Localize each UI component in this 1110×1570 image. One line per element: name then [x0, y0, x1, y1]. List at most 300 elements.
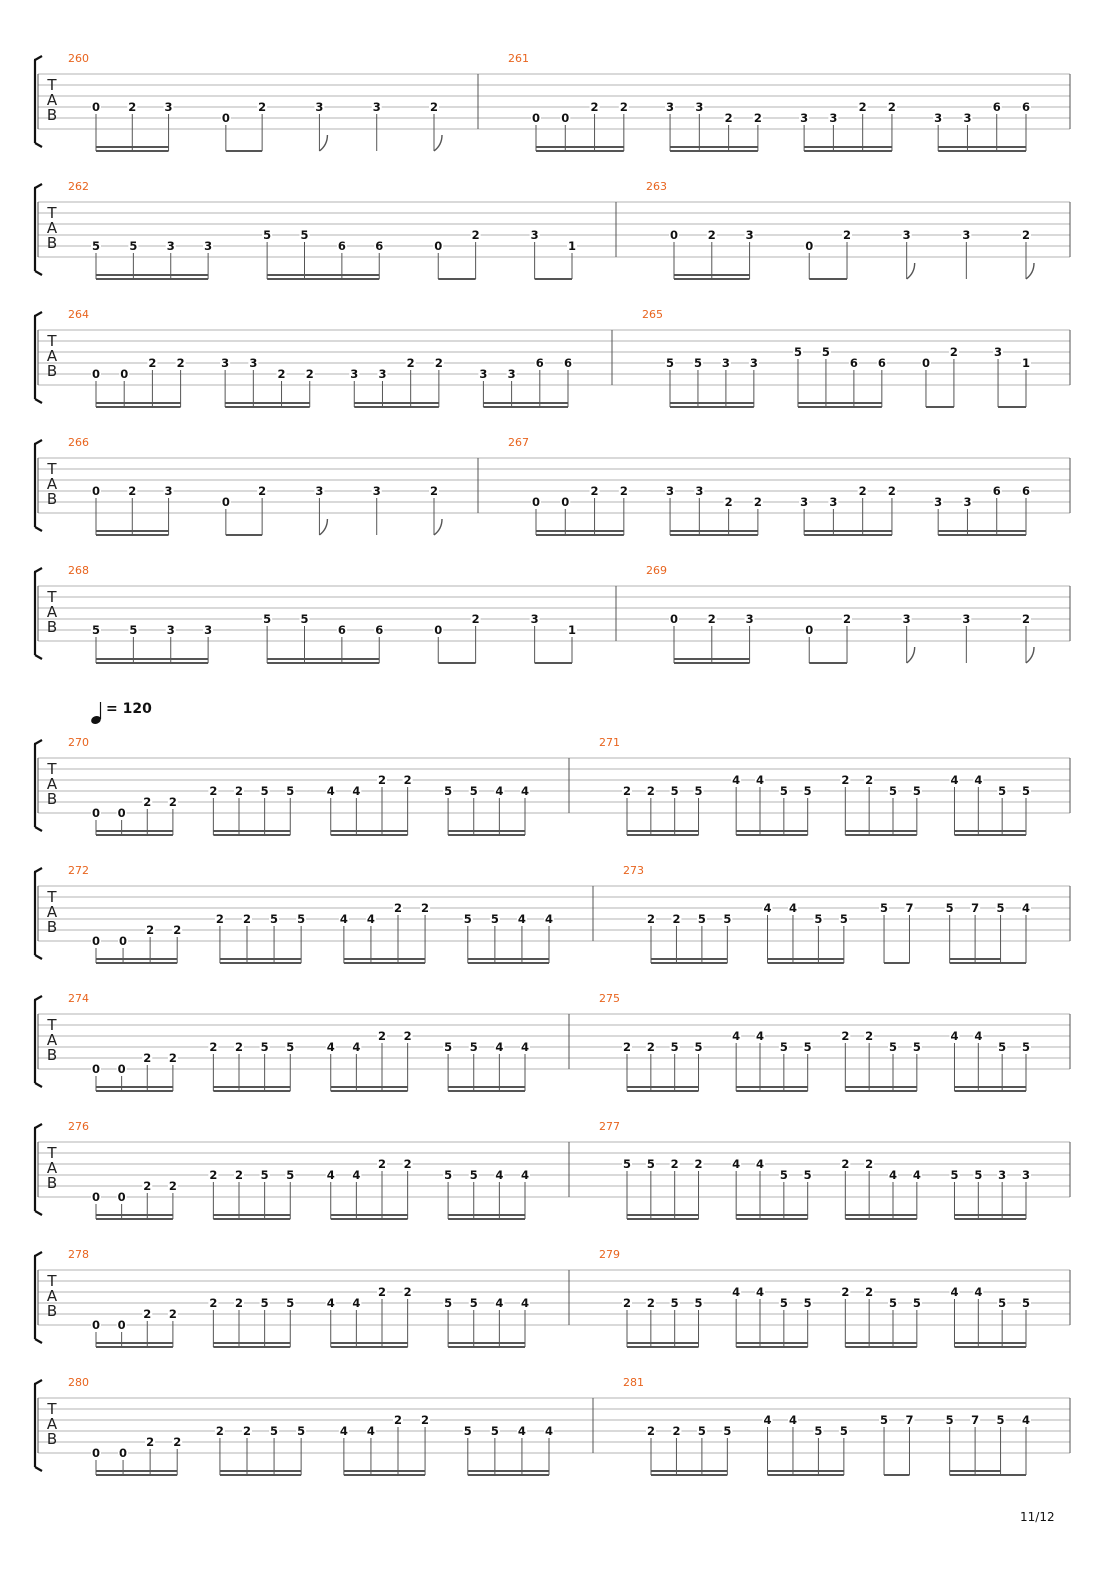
tab-clef-letter: A [46, 1415, 58, 1433]
fret-number: 2 [724, 495, 733, 509]
fret-number: 3 [378, 367, 387, 381]
note-flag [1026, 263, 1034, 279]
fret-number: 2 [143, 1051, 152, 1065]
fret-number: 2 [377, 1285, 387, 1299]
system-bracket-top [35, 56, 42, 60]
fret-number: 4 [544, 912, 554, 926]
measure-number: 261 [508, 52, 529, 65]
fret-number: 2 [234, 784, 244, 798]
measure-number: 263 [646, 180, 667, 193]
tab-clef-letter: B [46, 106, 58, 124]
fret-number: 3 [166, 623, 175, 637]
fret-number: 2 [234, 1040, 244, 1054]
fret-number: 5 [129, 623, 138, 637]
fret-number: 6 [992, 100, 1001, 114]
fret-number: 2 [865, 1029, 874, 1043]
tab-clef-letter: T [47, 1016, 57, 1034]
fret-number: 2 [242, 912, 252, 926]
measure-number: 266 [68, 436, 89, 449]
fret-number: 2 [403, 1157, 412, 1171]
fret-number: 5 [996, 1413, 1005, 1427]
fret-number: 3 [221, 356, 230, 370]
fret-number: 5 [270, 912, 279, 926]
fret-number: 5 [697, 1424, 706, 1438]
measure-number: 275 [599, 992, 620, 1005]
tab-clef-letter: B [46, 1046, 58, 1064]
fret-number: 3 [829, 111, 838, 125]
fret-number: 4 [544, 1424, 554, 1438]
fret-number: 3 [666, 484, 675, 498]
tab-clef-letter: T [47, 1144, 57, 1162]
tab-clef-letter: T [47, 760, 57, 778]
note-flag [319, 135, 327, 151]
fret-number: 2 [168, 1307, 177, 1321]
fret-number: 2 [887, 100, 896, 114]
tab-clef-letter: A [46, 219, 58, 237]
tab-clef-letter: A [46, 903, 58, 921]
fret-number: 0 [91, 100, 101, 114]
fret-number: 3 [745, 612, 754, 626]
note-flag [434, 519, 442, 535]
fret-number: 5 [998, 1296, 1007, 1310]
fret-number: 3 [1021, 1168, 1031, 1182]
fret-number: 5 [622, 1157, 632, 1171]
fret-number: 3 [479, 367, 488, 381]
fret-number: 2 [646, 912, 656, 926]
measure-number: 280 [68, 1376, 89, 1389]
fret-number: 4 [326, 1168, 335, 1182]
fret-number: 2 [707, 612, 716, 626]
fret-number: 3 [249, 356, 258, 370]
fret-number: 2 [724, 111, 733, 125]
fret-number: 2 [146, 923, 155, 937]
fret-number: 3 [166, 239, 175, 253]
fret-number: 5 [998, 784, 1007, 798]
fret-number: 4 [732, 773, 741, 787]
tab-clef-letter: A [46, 347, 58, 365]
fret-number: 4 [755, 1285, 765, 1299]
fret-number: 5 [463, 1424, 472, 1438]
fret-number: 2 [173, 1435, 182, 1449]
fret-number: 1 [1021, 356, 1031, 370]
fret-number: 2 [377, 1029, 387, 1043]
fret-number: 2 [1021, 612, 1031, 626]
fret-number: 0 [434, 239, 443, 253]
fret-number: 4 [326, 1296, 335, 1310]
tempo-marking: = 120 [106, 701, 152, 717]
system-bracket-top [35, 868, 42, 872]
fret-number: 4 [352, 784, 361, 798]
measure-number: 267 [508, 436, 529, 449]
fret-number: 2 [753, 111, 762, 125]
fret-number: 3 [962, 228, 971, 242]
fret-number: 4 [888, 1168, 898, 1182]
fret-number: 5 [803, 1296, 812, 1310]
fret-number: 3 [372, 100, 381, 114]
fret-number: 5 [286, 1040, 295, 1054]
fret-number: 4 [912, 1168, 921, 1182]
fret-number: 4 [950, 773, 959, 787]
fret-number: 5 [697, 912, 706, 926]
fret-number: 0 [221, 111, 230, 125]
system-bracket-top [35, 568, 42, 572]
fret-number: 5 [260, 1168, 269, 1182]
fret-number: 5 [693, 356, 702, 370]
fret-number: 5 [1021, 1296, 1031, 1310]
fret-number: 4 [352, 1296, 361, 1310]
fret-number: 2 [215, 912, 224, 926]
tab-clef-letter: B [46, 1302, 58, 1320]
tab-clef-letter: A [46, 1287, 58, 1305]
fret-number: 0 [91, 1190, 101, 1204]
fret-number: 4 [755, 1029, 765, 1043]
tab-clef-letter: T [47, 1400, 57, 1418]
fret-number: 3 [902, 612, 911, 626]
fret-number: 0 [91, 1446, 101, 1460]
fret-number: 5 [670, 1296, 679, 1310]
note-flag [907, 647, 915, 663]
fret-number: 2 [590, 484, 599, 498]
fret-number: 5 [670, 1040, 679, 1054]
fret-number: 0 [669, 612, 679, 626]
fret-number: 5 [779, 784, 788, 798]
fret-number: 5 [665, 356, 675, 370]
fret-number: 0 [91, 367, 101, 381]
measure-number: 262 [68, 180, 89, 193]
fret-number: 3 [315, 100, 324, 114]
fret-number: 5 [779, 1040, 788, 1054]
fret-number: 5 [286, 1168, 295, 1182]
measure-number: 281 [623, 1376, 644, 1389]
fret-number: 0 [805, 239, 814, 253]
fret-number: 4 [520, 1168, 530, 1182]
fret-number: 2 [146, 1435, 155, 1449]
fret-number: 2 [858, 484, 867, 498]
note-flag [319, 519, 327, 535]
fret-number: 5 [300, 228, 309, 242]
page-number: 11/12 [1020, 1510, 1055, 1524]
fret-number: 0 [117, 1318, 126, 1332]
fret-number: 5 [286, 784, 295, 798]
fret-number: 3 [829, 495, 838, 509]
fret-number: 0 [805, 623, 814, 637]
fret-number: 5 [950, 1168, 959, 1182]
fret-number: 3 [372, 484, 381, 498]
fret-number: 4 [974, 773, 983, 787]
fret-number: 2 [590, 100, 599, 114]
fret-number: 5 [998, 1040, 1007, 1054]
fret-number: 1 [567, 623, 577, 637]
fret-number: 4 [950, 1029, 959, 1043]
fret-number: 5 [670, 784, 679, 798]
tab-clef-letter: T [47, 1272, 57, 1290]
system-bracket-top [35, 740, 42, 744]
tab-clef-letter: T [47, 888, 57, 906]
fret-number: 2 [865, 1285, 874, 1299]
fret-number: 4 [326, 1040, 335, 1054]
fret-number: 2 [128, 100, 137, 114]
fret-number: 4 [520, 1296, 530, 1310]
fret-number: 6 [877, 356, 886, 370]
fret-number: 5 [793, 345, 802, 359]
fret-number: 3 [666, 100, 675, 114]
fret-number: 5 [694, 1296, 703, 1310]
fret-number: 2 [143, 1179, 152, 1193]
fret-number: 6 [992, 484, 1001, 498]
fret-number: 3 [962, 612, 971, 626]
tab-clef-letter: A [46, 475, 58, 493]
measure-number: 271 [599, 736, 620, 749]
fret-number: 5 [723, 912, 732, 926]
fret-number: 4 [326, 784, 335, 798]
fret-number: 0 [91, 934, 101, 948]
fret-number: 5 [996, 901, 1005, 915]
fret-number: 5 [469, 1296, 478, 1310]
fret-number: 4 [732, 1029, 741, 1043]
fret-number: 2 [403, 773, 412, 787]
fret-number: 5 [880, 1413, 889, 1427]
fret-number: 5 [260, 784, 269, 798]
fret-number: 3 [530, 228, 539, 242]
fret-number: 2 [393, 901, 403, 915]
fret-number: 5 [91, 623, 101, 637]
fret-number: 6 [375, 623, 384, 637]
fret-number: 3 [164, 100, 173, 114]
fret-number: 2 [670, 1157, 679, 1171]
fret-number: 5 [646, 1157, 655, 1171]
fret-number: 2 [403, 1285, 412, 1299]
fret-number: 0 [119, 1446, 128, 1460]
tab-clef-letter: A [46, 775, 58, 793]
fret-number: 4 [517, 912, 526, 926]
fret-number: 5 [814, 912, 823, 926]
fret-number: 7 [971, 1413, 980, 1427]
fret-number: 2 [646, 1296, 655, 1310]
fret-number: 3 [164, 484, 173, 498]
fret-number: 3 [800, 111, 809, 125]
tab-clef-letter: B [46, 790, 58, 808]
fret-number: 3 [902, 228, 911, 242]
fret-number: 5 [129, 239, 138, 253]
fret-number: 0 [117, 806, 126, 820]
fret-number: 3 [745, 228, 754, 242]
fret-number: 4 [974, 1285, 983, 1299]
fret-number: 6 [375, 239, 384, 253]
fret-number: 4 [339, 1424, 348, 1438]
fret-number: 3 [507, 367, 516, 381]
note-flag [1026, 647, 1034, 663]
fret-number: 4 [788, 901, 797, 915]
fret-number: 2 [143, 1307, 152, 1321]
fret-number: 4 [755, 773, 765, 787]
fret-number: 4 [1021, 1413, 1031, 1427]
fret-number: 0 [561, 111, 570, 125]
fret-number: 5 [1021, 784, 1031, 798]
fret-number: 2 [841, 1285, 850, 1299]
tab-clef-letter: A [46, 603, 58, 621]
fret-number: 7 [905, 1413, 914, 1427]
tab-clef-letter: T [47, 332, 57, 350]
fret-number: 2 [215, 1424, 224, 1438]
fret-number: 4 [788, 1413, 797, 1427]
fret-number: 2 [471, 612, 480, 626]
tab-clef-letter: T [47, 204, 57, 222]
fret-number: 6 [849, 356, 858, 370]
fret-number: 5 [444, 784, 453, 798]
fret-number: 2 [393, 1413, 403, 1427]
fret-number: 0 [91, 1318, 101, 1332]
fret-number: 2 [471, 228, 480, 242]
fret-number: 5 [297, 912, 306, 926]
measure-number: 273 [623, 864, 644, 877]
fret-number: 3 [963, 495, 972, 509]
fret-number: 0 [91, 806, 101, 820]
fret-number: 0 [434, 623, 443, 637]
fret-number: 6 [337, 623, 346, 637]
system-bracket-top [35, 1124, 42, 1128]
measure-number: 278 [68, 1248, 89, 1261]
fret-number: 2 [429, 484, 439, 498]
fret-number: 4 [974, 1029, 983, 1043]
fret-number: 4 [520, 784, 530, 798]
fret-number: 3 [721, 356, 730, 370]
system-bracket-top [35, 1252, 42, 1256]
fret-number: 2 [646, 784, 655, 798]
fret-number: 0 [221, 495, 230, 509]
tab-clef-letter: T [47, 588, 57, 606]
fret-number: 2 [1021, 228, 1031, 242]
fret-number: 3 [204, 623, 213, 637]
fret-number: 2 [242, 1424, 252, 1438]
fret-number: 2 [234, 1168, 244, 1182]
fret-number: 5 [490, 1424, 499, 1438]
fret-number: 2 [377, 773, 387, 787]
fret-number: 5 [297, 1424, 306, 1438]
fret-number: 2 [753, 495, 762, 509]
fret-number: 2 [865, 773, 874, 787]
fret-number: 0 [119, 934, 128, 948]
fret-number: 4 [495, 1040, 504, 1054]
fret-number: 7 [971, 901, 980, 915]
measure-number: 279 [599, 1248, 620, 1261]
fret-number: 6 [535, 356, 544, 370]
tab-clef-letter: A [46, 1159, 58, 1177]
fret-number: 4 [495, 1168, 504, 1182]
fret-number: 2 [672, 1424, 681, 1438]
fret-number: 3 [934, 111, 943, 125]
fret-number: 3 [315, 484, 324, 498]
fret-number: 5 [839, 1424, 848, 1438]
fret-number: 0 [531, 111, 541, 125]
fret-number: 2 [305, 367, 314, 381]
fret-number: 5 [888, 1296, 898, 1310]
tab-clef-letter: B [46, 1430, 58, 1448]
tab-clef-letter: B [46, 1174, 58, 1192]
fret-number: 2 [128, 484, 137, 498]
fret-number: 5 [444, 1168, 453, 1182]
fret-number: 2 [694, 1157, 703, 1171]
tab-clef-letter: B [46, 618, 58, 636]
fret-number: 2 [646, 1040, 655, 1054]
fret-number: 0 [117, 1190, 126, 1204]
system-bracket-top [35, 440, 42, 444]
fret-number: 2 [421, 1413, 430, 1427]
fret-number: 6 [1021, 100, 1031, 114]
fret-number: 5 [945, 901, 954, 915]
tab-clef-letter: B [46, 234, 58, 252]
fret-number: 5 [912, 1040, 921, 1054]
fret-number: 2 [887, 484, 896, 498]
fret-number: 4 [495, 784, 504, 798]
tab-clef-letter: T [47, 76, 57, 94]
fret-number: 4 [763, 901, 772, 915]
fret-number: 5 [694, 784, 703, 798]
fret-number: 6 [563, 356, 573, 370]
fret-number: 2 [429, 100, 439, 114]
fret-number: 5 [779, 1168, 788, 1182]
fret-number: 3 [934, 495, 943, 509]
fret-number: 2 [622, 1040, 632, 1054]
fret-number: 5 [888, 1040, 898, 1054]
fret-number: 2 [421, 901, 430, 915]
fret-number: 4 [755, 1157, 765, 1171]
fret-number: 4 [495, 1296, 504, 1310]
fret-number: 4 [352, 1168, 361, 1182]
fret-number: 5 [263, 612, 272, 626]
fret-number: 2 [209, 784, 218, 798]
fret-number: 5 [286, 1296, 295, 1310]
fret-number: 2 [949, 345, 958, 359]
fret-number: 2 [209, 1168, 218, 1182]
fret-number: 6 [337, 239, 346, 253]
fret-number: 4 [520, 1040, 530, 1054]
fret-number: 3 [998, 1168, 1007, 1182]
measure-number: 274 [68, 992, 89, 1005]
system-bracket-top [35, 1380, 42, 1384]
fret-number: 5 [469, 1168, 478, 1182]
fret-number: 3 [800, 495, 809, 509]
fret-number: 0 [561, 495, 570, 509]
measure-number: 268 [68, 564, 89, 577]
fret-number: 2 [707, 228, 716, 242]
fret-number: 5 [912, 784, 921, 798]
fret-number: 4 [517, 1424, 526, 1438]
fret-number: 2 [277, 367, 286, 381]
fret-number: 5 [270, 1424, 279, 1438]
fret-number: 2 [841, 1157, 850, 1171]
tab-clef-letter: B [46, 362, 58, 380]
fret-number: 0 [531, 495, 541, 509]
fret-number: 2 [841, 1029, 850, 1043]
fret-number: 4 [366, 912, 375, 926]
fret-number: 3 [695, 100, 704, 114]
fret-number: 2 [148, 356, 157, 370]
measure-number: 277 [599, 1120, 620, 1133]
fret-number: 2 [173, 923, 182, 937]
fret-number: 5 [821, 345, 830, 359]
note-flag [434, 135, 442, 151]
fret-number: 5 [444, 1296, 453, 1310]
fret-number: 5 [945, 1413, 954, 1427]
fret-number: 2 [168, 795, 177, 809]
fret-number: 5 [490, 912, 499, 926]
fret-number: 2 [168, 1051, 177, 1065]
fret-number: 2 [646, 1424, 656, 1438]
fret-number: 5 [723, 1424, 732, 1438]
system-bracket-top [35, 312, 42, 316]
fret-number: 2 [168, 1179, 177, 1193]
fret-number: 3 [530, 612, 539, 626]
